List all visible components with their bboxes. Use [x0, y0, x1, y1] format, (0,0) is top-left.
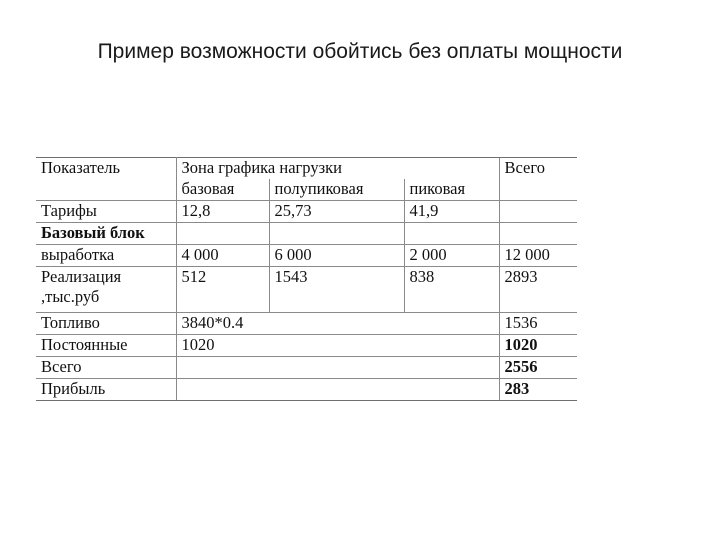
cell-base — [176, 223, 269, 245]
row-label — [36, 267, 176, 313]
row-label: Базовый блок — [36, 223, 176, 245]
row-label: Постоянные — [36, 335, 176, 357]
table-row — [36, 357, 577, 379]
cell-total: 283 — [499, 379, 577, 401]
cell-total: 2556 — [499, 357, 577, 379]
header-zone-base: базовая — [176, 179, 269, 201]
row-label: Топливо — [36, 313, 176, 335]
cell-total: 1536 — [499, 313, 577, 335]
table-row — [36, 245, 577, 267]
cell-semipeak — [269, 223, 404, 245]
cell-total — [499, 223, 577, 245]
cell-value — [176, 357, 499, 379]
cell-base: 512 — [176, 267, 269, 313]
table-row — [36, 201, 577, 223]
cell-value: 3840*0.4 — [176, 313, 499, 335]
row-label-line2: ,тыс.руб — [41, 287, 100, 306]
cell-base: 12,8 — [176, 201, 269, 223]
cell-semipeak: 25,73 — [269, 201, 404, 223]
cell-peak: 2 000 — [404, 245, 499, 267]
table-row — [36, 335, 577, 357]
cell-peak: 838 — [404, 267, 499, 313]
header-zone-group: Зона графика нагрузки — [176, 158, 499, 180]
table-row — [36, 223, 577, 245]
row-label: Всего — [36, 357, 176, 379]
table-row — [36, 267, 577, 313]
cell-value: 1020 — [176, 335, 499, 357]
cell-total — [499, 201, 577, 223]
cell-peak — [404, 223, 499, 245]
row-label: Тарифы — [36, 201, 176, 223]
cell-total: 12 000 — [499, 245, 577, 267]
cell-value — [176, 379, 499, 401]
row-label: выработка — [36, 245, 176, 267]
row-label-line1: Реализация — [41, 267, 122, 286]
header-zone-peak: пиковая — [404, 179, 499, 201]
header-zone-semipeak: полупиковая — [269, 179, 404, 201]
header-indicator: Показатель — [36, 158, 176, 201]
cell-total: 2893 — [499, 267, 577, 313]
cell-base: 4 000 — [176, 245, 269, 267]
table-row — [36, 379, 577, 401]
row-label: Прибыль — [36, 379, 176, 401]
header-row — [36, 158, 577, 180]
table-row — [36, 313, 577, 335]
data-table — [36, 157, 577, 401]
cell-peak: 41,9 — [404, 201, 499, 223]
slide-title: Пример возможности обойтись без оплаты мощности — [97, 40, 623, 63]
cell-total: 1020 — [499, 335, 577, 357]
header-total: Всего — [499, 158, 577, 201]
cell-semipeak: 6 000 — [269, 245, 404, 267]
cell-semipeak: 1543 — [269, 267, 404, 313]
